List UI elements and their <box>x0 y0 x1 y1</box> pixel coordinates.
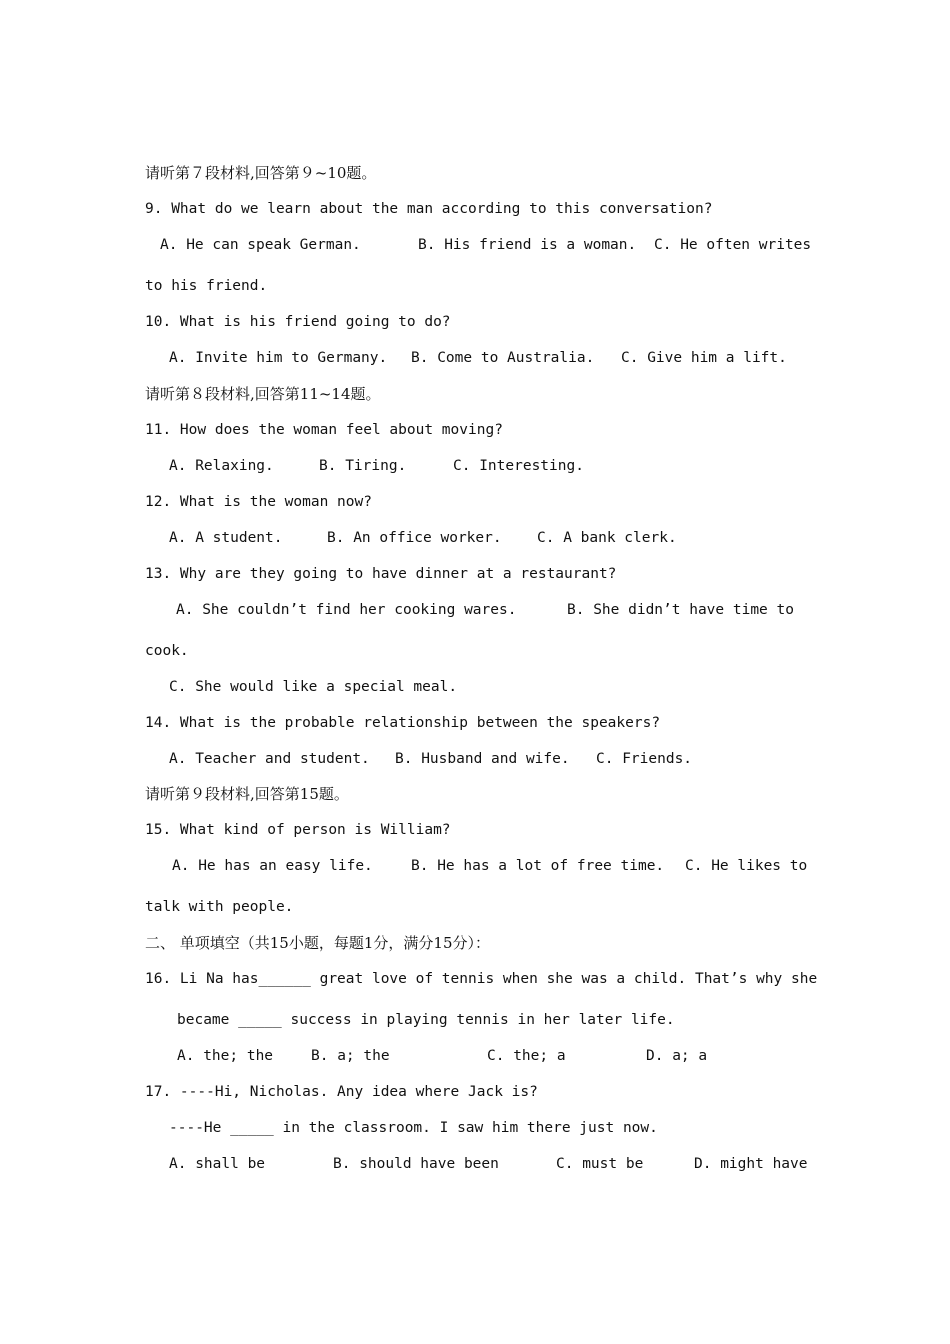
question-16-stem: 16. Li Na has______ great love of tennis when she was a child. That’s why she <box>145 971 818 987</box>
question-17-reply: ----He _____ in the classroom. I saw him there just now. <box>169 1120 658 1136</box>
question-14-option-b: B. Husband and wife. <box>395 751 570 767</box>
question-9-option-c-continued: to his friend. <box>145 278 268 294</box>
question-13-option-b: B. She didn’t have time to <box>567 602 794 618</box>
question-12-option-b: B. An office worker. <box>327 530 502 546</box>
question-12-option-a: A. A student. <box>169 530 283 546</box>
question-11-option-c: C. Interesting. <box>453 458 584 474</box>
question-14-option-c: C. Friends. <box>596 751 693 767</box>
question-11-option-a: A. Relaxing. <box>169 458 274 474</box>
question-16-option-a: A. the; the <box>177 1048 274 1064</box>
question-10-option-a: A. Invite him to Germany. <box>169 350 388 366</box>
question-17-stem: 17. ----Hi, Nicholas. Any idea where Jack is? <box>145 1084 538 1100</box>
question-13-option-c: C. She would like a special meal. <box>169 679 458 695</box>
question-16-stem-continued: became _____ success in playing tennis in her later life. <box>177 1012 675 1028</box>
question-12-stem: 12. What is the woman now? <box>145 494 372 510</box>
question-16-option-b: B. a; the <box>311 1048 390 1064</box>
question-17-option-c: C. must be <box>556 1156 644 1172</box>
question-10-option-c: C. Give him a lift. <box>621 350 787 366</box>
question-15-option-a: A. He has an easy life. <box>172 858 373 874</box>
question-9-option-b: B. His friend is a woman. <box>418 237 637 253</box>
section-9-instruction: 请听第９段材料,回答第15题。 <box>145 785 349 803</box>
question-15-option-c: C. He likes to <box>685 858 808 874</box>
question-14-option-a: A. Teacher and student. <box>169 751 370 767</box>
question-16-option-c: C. the; a <box>487 1048 566 1064</box>
question-17-option-a: A. shall be <box>169 1156 266 1172</box>
question-13-option-b-continued: cook. <box>145 643 189 659</box>
question-17-option-b: B. should have been <box>333 1156 499 1172</box>
section-7-instruction: 请听第７段材料,回答第９~10题。 <box>145 164 377 182</box>
question-11-stem: 11. How does the woman feel about moving? <box>145 422 503 438</box>
question-16-option-d: D. a; a <box>646 1048 708 1064</box>
question-10-stem: 10. What is his friend going to do? <box>145 314 451 330</box>
question-9-stem: 9. What do we learn about the man according to this conversation? <box>145 201 713 217</box>
question-12-option-c: C. A bank clerk. <box>537 530 677 546</box>
question-15-option-b: B. He has a lot of free time. <box>411 858 665 874</box>
question-9-option-a: A. He can speak German. <box>160 237 361 253</box>
question-13-option-a: A. She couldn’t find her cooking wares. <box>176 602 517 618</box>
question-13-stem: 13. Why are they going to have dinner at a restaurant? <box>145 566 617 582</box>
part-2-heading: 二、 单项填空（共15小题，每题1分，满分15分）： <box>145 934 490 952</box>
question-11-option-b: B. Tiring. <box>319 458 407 474</box>
question-9-option-c: C. He often writes <box>654 237 812 253</box>
question-17-option-d: D. might have <box>694 1156 808 1172</box>
question-15-stem: 15. What kind of person is William? <box>145 822 451 838</box>
question-10-option-b: B. Come to Australia. <box>411 350 595 366</box>
question-15-option-c-continued: talk with people. <box>145 899 294 915</box>
question-14-stem: 14. What is the probable relationship between the speakers? <box>145 715 661 731</box>
section-8-instruction: 请听第８段材料,回答第11~14题。 <box>145 385 381 403</box>
